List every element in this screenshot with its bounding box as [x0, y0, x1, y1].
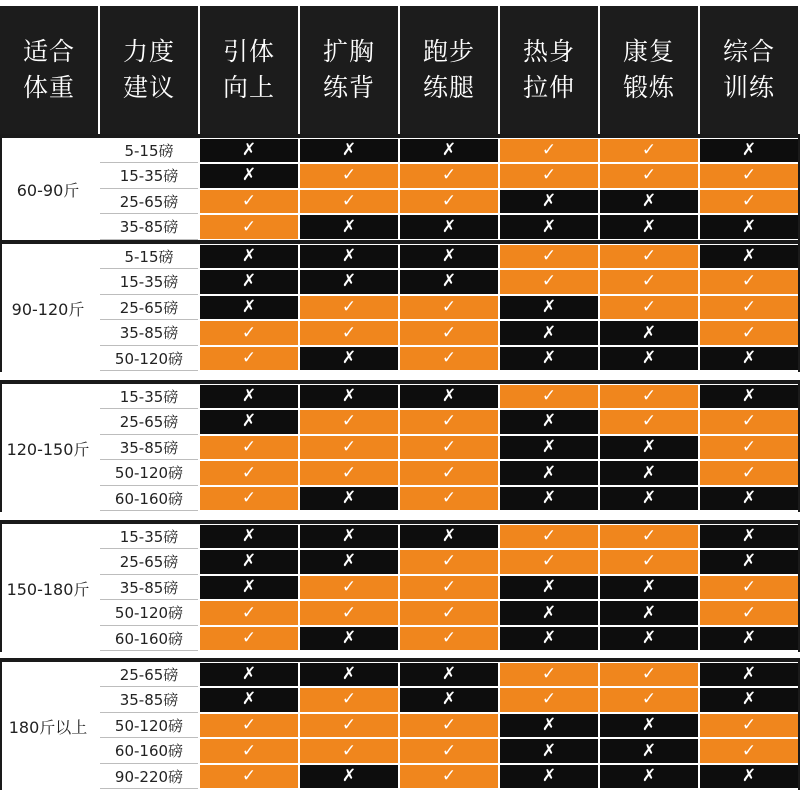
cell-warmup-stretch-cross-icon: ✗: [500, 714, 598, 738]
cell-rehab-cross-icon: ✗: [600, 321, 698, 345]
resistance-range: 35-85磅: [100, 688, 198, 713]
cell-pullup-cross-icon: ✗: [200, 245, 298, 269]
cell-warmup-stretch-cross-icon: ✗: [500, 576, 598, 600]
cell-pullup-check-icon: ✓: [200, 765, 298, 789]
resistance-range: 15-35磅: [100, 384, 198, 409]
resistance-range: 35-85磅: [100, 575, 198, 600]
cell-pullup-check-icon: ✓: [200, 714, 298, 738]
cell-rehab-check-icon: ✓: [600, 270, 698, 294]
cell-run-legs-cross-icon: ✗: [400, 385, 498, 409]
cell-warmup-stretch-check-icon: ✓: [500, 270, 598, 294]
cell-rehab-check-icon: ✓: [600, 550, 698, 574]
cell-pullup-check-icon: ✓: [200, 487, 298, 511]
cell-general-training-check-icon: ✓: [700, 714, 798, 738]
cell-rehab-check-icon: ✓: [600, 410, 698, 434]
cell-general-training-cross-icon: ✗: [700, 347, 798, 371]
cell-chest-back-check-icon: ✓: [300, 714, 398, 738]
cell-warmup-stretch-check-icon: ✓: [500, 688, 598, 712]
cell-general-training-check-icon: ✓: [700, 296, 798, 320]
resistance-range: 50-120磅: [100, 601, 198, 626]
cell-warmup-stretch-cross-icon: ✗: [500, 410, 598, 434]
cell-rehab-cross-icon: ✗: [600, 190, 698, 214]
cell-rehab-cross-icon: ✗: [600, 215, 698, 239]
cell-rehab-check-icon: ✓: [600, 525, 698, 549]
header-use-line2: 向上: [222, 73, 275, 102]
cell-warmup-stretch-check-icon: ✓: [500, 139, 598, 163]
cell-run-legs-check-icon: ✓: [400, 601, 498, 625]
cell-pullup-check-icon: ✓: [200, 190, 298, 214]
cell-general-training-cross-icon: ✗: [700, 688, 798, 712]
weight-group-label: 60-90斤: [16, 180, 80, 200]
cell-pullup-cross-icon: ✗: [200, 688, 298, 712]
cell-run-legs-check-icon: ✓: [400, 714, 498, 738]
cell-general-training-cross-icon: ✗: [700, 550, 798, 574]
cell-chest-back-cross-icon: ✗: [300, 270, 398, 294]
resistance-range: 25-65磅: [100, 189, 198, 214]
cell-rehab-cross-icon: ✗: [600, 627, 698, 651]
cell-run-legs-cross-icon: ✗: [400, 215, 498, 239]
cell-chest-back-check-icon: ✓: [300, 688, 398, 712]
cell-warmup-stretch-cross-icon: ✗: [500, 321, 598, 345]
cell-chest-back-cross-icon: ✗: [300, 347, 398, 371]
cell-general-training-check-icon: ✓: [700, 739, 798, 763]
cell-general-training-cross-icon: ✗: [700, 215, 798, 239]
cell-warmup-stretch-cross-icon: ✗: [500, 190, 598, 214]
header-resistance: [100, 6, 198, 134]
header-resistance-line1: 力度: [122, 37, 175, 66]
header-use-line1: 热身: [522, 37, 575, 66]
cell-chest-back-check-icon: ✓: [300, 739, 398, 763]
cell-general-training-cross-icon: ✗: [700, 663, 798, 687]
resistance-range: 60-160磅: [100, 486, 198, 511]
cell-general-training-check-icon: ✓: [700, 436, 798, 460]
cell-general-training-cross-icon: ✗: [700, 627, 798, 651]
cell-warmup-stretch-cross-icon: ✗: [500, 461, 598, 485]
cell-chest-back-check-icon: ✓: [300, 461, 398, 485]
cell-rehab-cross-icon: ✗: [600, 739, 698, 763]
resistance-range: 35-85磅: [100, 435, 198, 460]
cell-run-legs-check-icon: ✓: [400, 190, 498, 214]
header-use-line1: 引体: [222, 37, 275, 66]
cell-pullup-cross-icon: ✗: [200, 663, 298, 687]
cell-chest-back-cross-icon: ✗: [300, 550, 398, 574]
cell-run-legs-cross-icon: ✗: [400, 245, 498, 269]
cell-pullup-cross-icon: ✗: [200, 270, 298, 294]
cell-chest-back-cross-icon: ✗: [300, 215, 398, 239]
header-use-chest-back: [300, 6, 398, 134]
cell-warmup-stretch-cross-icon: ✗: [500, 215, 598, 239]
cell-chest-back-cross-icon: ✗: [300, 487, 398, 511]
cell-warmup-stretch-cross-icon: ✗: [500, 347, 598, 371]
header-weight: [0, 6, 98, 134]
cell-chest-back-check-icon: ✓: [300, 164, 398, 188]
cell-rehab-check-icon: ✓: [600, 296, 698, 320]
cell-pullup-cross-icon: ✗: [200, 550, 298, 574]
cell-run-legs-cross-icon: ✗: [400, 525, 498, 549]
cell-pullup-cross-icon: ✗: [200, 525, 298, 549]
header-use-rehab: [600, 6, 698, 134]
cell-general-training-cross-icon: ✗: [700, 525, 798, 549]
cell-run-legs-check-icon: ✓: [400, 410, 498, 434]
header-use-line1: 康复: [622, 37, 675, 66]
cell-run-legs-check-icon: ✓: [400, 436, 498, 460]
cell-rehab-cross-icon: ✗: [600, 487, 698, 511]
cell-rehab-cross-icon: ✗: [600, 714, 698, 738]
cell-general-training-check-icon: ✓: [700, 461, 798, 485]
header-use-line2: 训练: [722, 73, 775, 102]
cell-pullup-cross-icon: ✗: [200, 139, 298, 163]
cell-rehab-check-icon: ✓: [600, 385, 698, 409]
cell-warmup-stretch-check-icon: ✓: [500, 663, 598, 687]
cell-pullup-check-icon: ✓: [200, 739, 298, 763]
cell-warmup-stretch-check-icon: ✓: [500, 525, 598, 549]
cell-chest-back-check-icon: ✓: [300, 601, 398, 625]
cell-run-legs-cross-icon: ✗: [400, 663, 498, 687]
resistance-range: 15-35磅: [100, 524, 198, 549]
cell-general-training-check-icon: ✓: [700, 576, 798, 600]
cell-general-training-check-icon: ✓: [700, 321, 798, 345]
cell-pullup-check-icon: ✓: [200, 215, 298, 239]
header-use-pullup: [200, 6, 298, 134]
cell-rehab-cross-icon: ✗: [600, 461, 698, 485]
weight-group-label: 150-180斤: [6, 579, 90, 599]
resistance-range: 90-220磅: [100, 764, 198, 789]
cell-run-legs-check-icon: ✓: [400, 347, 498, 371]
header-weight-line1: 适合: [22, 37, 75, 66]
cell-pullup-check-icon: ✓: [200, 436, 298, 460]
cell-run-legs-check-icon: ✓: [400, 576, 498, 600]
cell-general-training-cross-icon: ✗: [700, 245, 798, 269]
cell-warmup-stretch-cross-icon: ✗: [500, 601, 598, 625]
cell-general-training-check-icon: ✓: [700, 270, 798, 294]
cell-pullup-cross-icon: ✗: [200, 576, 298, 600]
cell-general-training-check-icon: ✓: [700, 164, 798, 188]
cell-chest-back-check-icon: ✓: [300, 410, 398, 434]
cell-warmup-stretch-check-icon: ✓: [500, 245, 598, 269]
cell-chest-back-cross-icon: ✗: [300, 765, 398, 789]
cell-rehab-check-icon: ✓: [600, 663, 698, 687]
cell-chest-back-cross-icon: ✗: [300, 627, 398, 651]
cell-chest-back-cross-icon: ✗: [300, 663, 398, 687]
cell-run-legs-cross-icon: ✗: [400, 270, 498, 294]
header-use-line2: 拉伸: [522, 73, 575, 102]
cell-warmup-stretch-cross-icon: ✗: [500, 627, 598, 651]
cell-run-legs-cross-icon: ✗: [400, 688, 498, 712]
resistance-range: 35-85磅: [100, 215, 198, 240]
cell-warmup-stretch-check-icon: ✓: [500, 550, 598, 574]
cell-chest-back-check-icon: ✓: [300, 296, 398, 320]
cell-run-legs-check-icon: ✓: [400, 321, 498, 345]
header-use-line2: 练腿: [422, 73, 475, 102]
cell-warmup-stretch-check-icon: ✓: [500, 164, 598, 188]
header-use-line1: 综合: [722, 37, 775, 66]
cell-warmup-stretch-cross-icon: ✗: [500, 739, 598, 763]
cell-rehab-cross-icon: ✗: [600, 347, 698, 371]
cell-run-legs-check-icon: ✓: [400, 550, 498, 574]
resistance-range: 15-35磅: [100, 164, 198, 189]
header-use-line2: 练背: [322, 73, 375, 102]
cell-rehab-cross-icon: ✗: [600, 436, 698, 460]
cell-chest-back-check-icon: ✓: [300, 321, 398, 345]
resistance-range: 25-65磅: [100, 662, 198, 687]
resistance-range: 50-120磅: [100, 346, 198, 371]
cell-chest-back-cross-icon: ✗: [300, 245, 398, 269]
cell-rehab-cross-icon: ✗: [600, 601, 698, 625]
cell-chest-back-check-icon: ✓: [300, 436, 398, 460]
resistance-range: 50-120磅: [100, 713, 198, 738]
cell-chest-back-cross-icon: ✗: [300, 385, 398, 409]
cell-run-legs-check-icon: ✓: [400, 296, 498, 320]
cell-run-legs-check-icon: ✓: [400, 164, 498, 188]
resistance-range: 60-160磅: [100, 739, 198, 764]
cell-pullup-check-icon: ✓: [200, 627, 298, 651]
resistance-range: 50-120磅: [100, 461, 198, 486]
cell-chest-back-check-icon: ✓: [300, 190, 398, 214]
cell-pullup-cross-icon: ✗: [200, 164, 298, 188]
cell-rehab-check-icon: ✓: [600, 139, 698, 163]
cell-pullup-check-icon: ✓: [200, 461, 298, 485]
resistance-range: 35-85磅: [100, 321, 198, 346]
cell-general-training-check-icon: ✓: [700, 601, 798, 625]
resistance-range: 5-15磅: [100, 138, 198, 163]
cell-pullup-check-icon: ✓: [200, 347, 298, 371]
cell-run-legs-check-icon: ✓: [400, 739, 498, 763]
cell-rehab-check-icon: ✓: [600, 688, 698, 712]
resistance-range: 15-35磅: [100, 270, 198, 295]
cell-chest-back-cross-icon: ✗: [300, 525, 398, 549]
cell-general-training-cross-icon: ✗: [700, 139, 798, 163]
cell-pullup-check-icon: ✓: [200, 321, 298, 345]
weight-group-label: 90-120斤: [11, 299, 85, 319]
header-use-line1: 扩胸: [322, 37, 375, 66]
cell-chest-back-cross-icon: ✗: [300, 139, 398, 163]
header-use-line1: 跑步: [422, 37, 475, 66]
weight-group-label: 180斤以上: [8, 717, 88, 737]
header-use-line2: 锻炼: [622, 73, 675, 102]
cell-rehab-cross-icon: ✗: [600, 576, 698, 600]
cell-rehab-cross-icon: ✗: [600, 765, 698, 789]
resistance-range: 25-65磅: [100, 295, 198, 320]
cell-general-training-check-icon: ✓: [700, 410, 798, 434]
weight-group-label: 120-150斤: [6, 439, 90, 459]
header-use-general-training: [700, 6, 798, 134]
header-use-warmup-stretch: [500, 6, 598, 134]
cell-pullup-cross-icon: ✗: [200, 296, 298, 320]
cell-general-training-cross-icon: ✗: [700, 487, 798, 511]
header-use-run-legs: [400, 6, 498, 134]
cell-warmup-stretch-cross-icon: ✗: [500, 487, 598, 511]
cell-pullup-check-icon: ✓: [200, 601, 298, 625]
cell-chest-back-check-icon: ✓: [300, 576, 398, 600]
resistance-range: 25-65磅: [100, 410, 198, 435]
resistance-range: 60-160磅: [100, 626, 198, 651]
cell-warmup-stretch-check-icon: ✓: [500, 385, 598, 409]
cell-run-legs-cross-icon: ✗: [400, 139, 498, 163]
cell-pullup-cross-icon: ✗: [200, 410, 298, 434]
cell-pullup-cross-icon: ✗: [200, 385, 298, 409]
resistance-range: 25-65磅: [100, 550, 198, 575]
cell-general-training-cross-icon: ✗: [700, 765, 798, 789]
cell-general-training-check-icon: ✓: [700, 190, 798, 214]
cell-run-legs-check-icon: ✓: [400, 487, 498, 511]
cell-rehab-check-icon: ✓: [600, 164, 698, 188]
cell-general-training-cross-icon: ✗: [700, 385, 798, 409]
cell-run-legs-check-icon: ✓: [400, 461, 498, 485]
resistance-range: 5-15磅: [100, 244, 198, 269]
cell-run-legs-check-icon: ✓: [400, 627, 498, 651]
cell-warmup-stretch-cross-icon: ✗: [500, 436, 598, 460]
header-resistance-line2: 建议: [122, 73, 175, 102]
cell-rehab-check-icon: ✓: [600, 245, 698, 269]
header-weight-line2: 体重: [22, 73, 75, 102]
cell-warmup-stretch-cross-icon: ✗: [500, 296, 598, 320]
cell-warmup-stretch-cross-icon: ✗: [500, 765, 598, 789]
cell-run-legs-check-icon: ✓: [400, 765, 498, 789]
